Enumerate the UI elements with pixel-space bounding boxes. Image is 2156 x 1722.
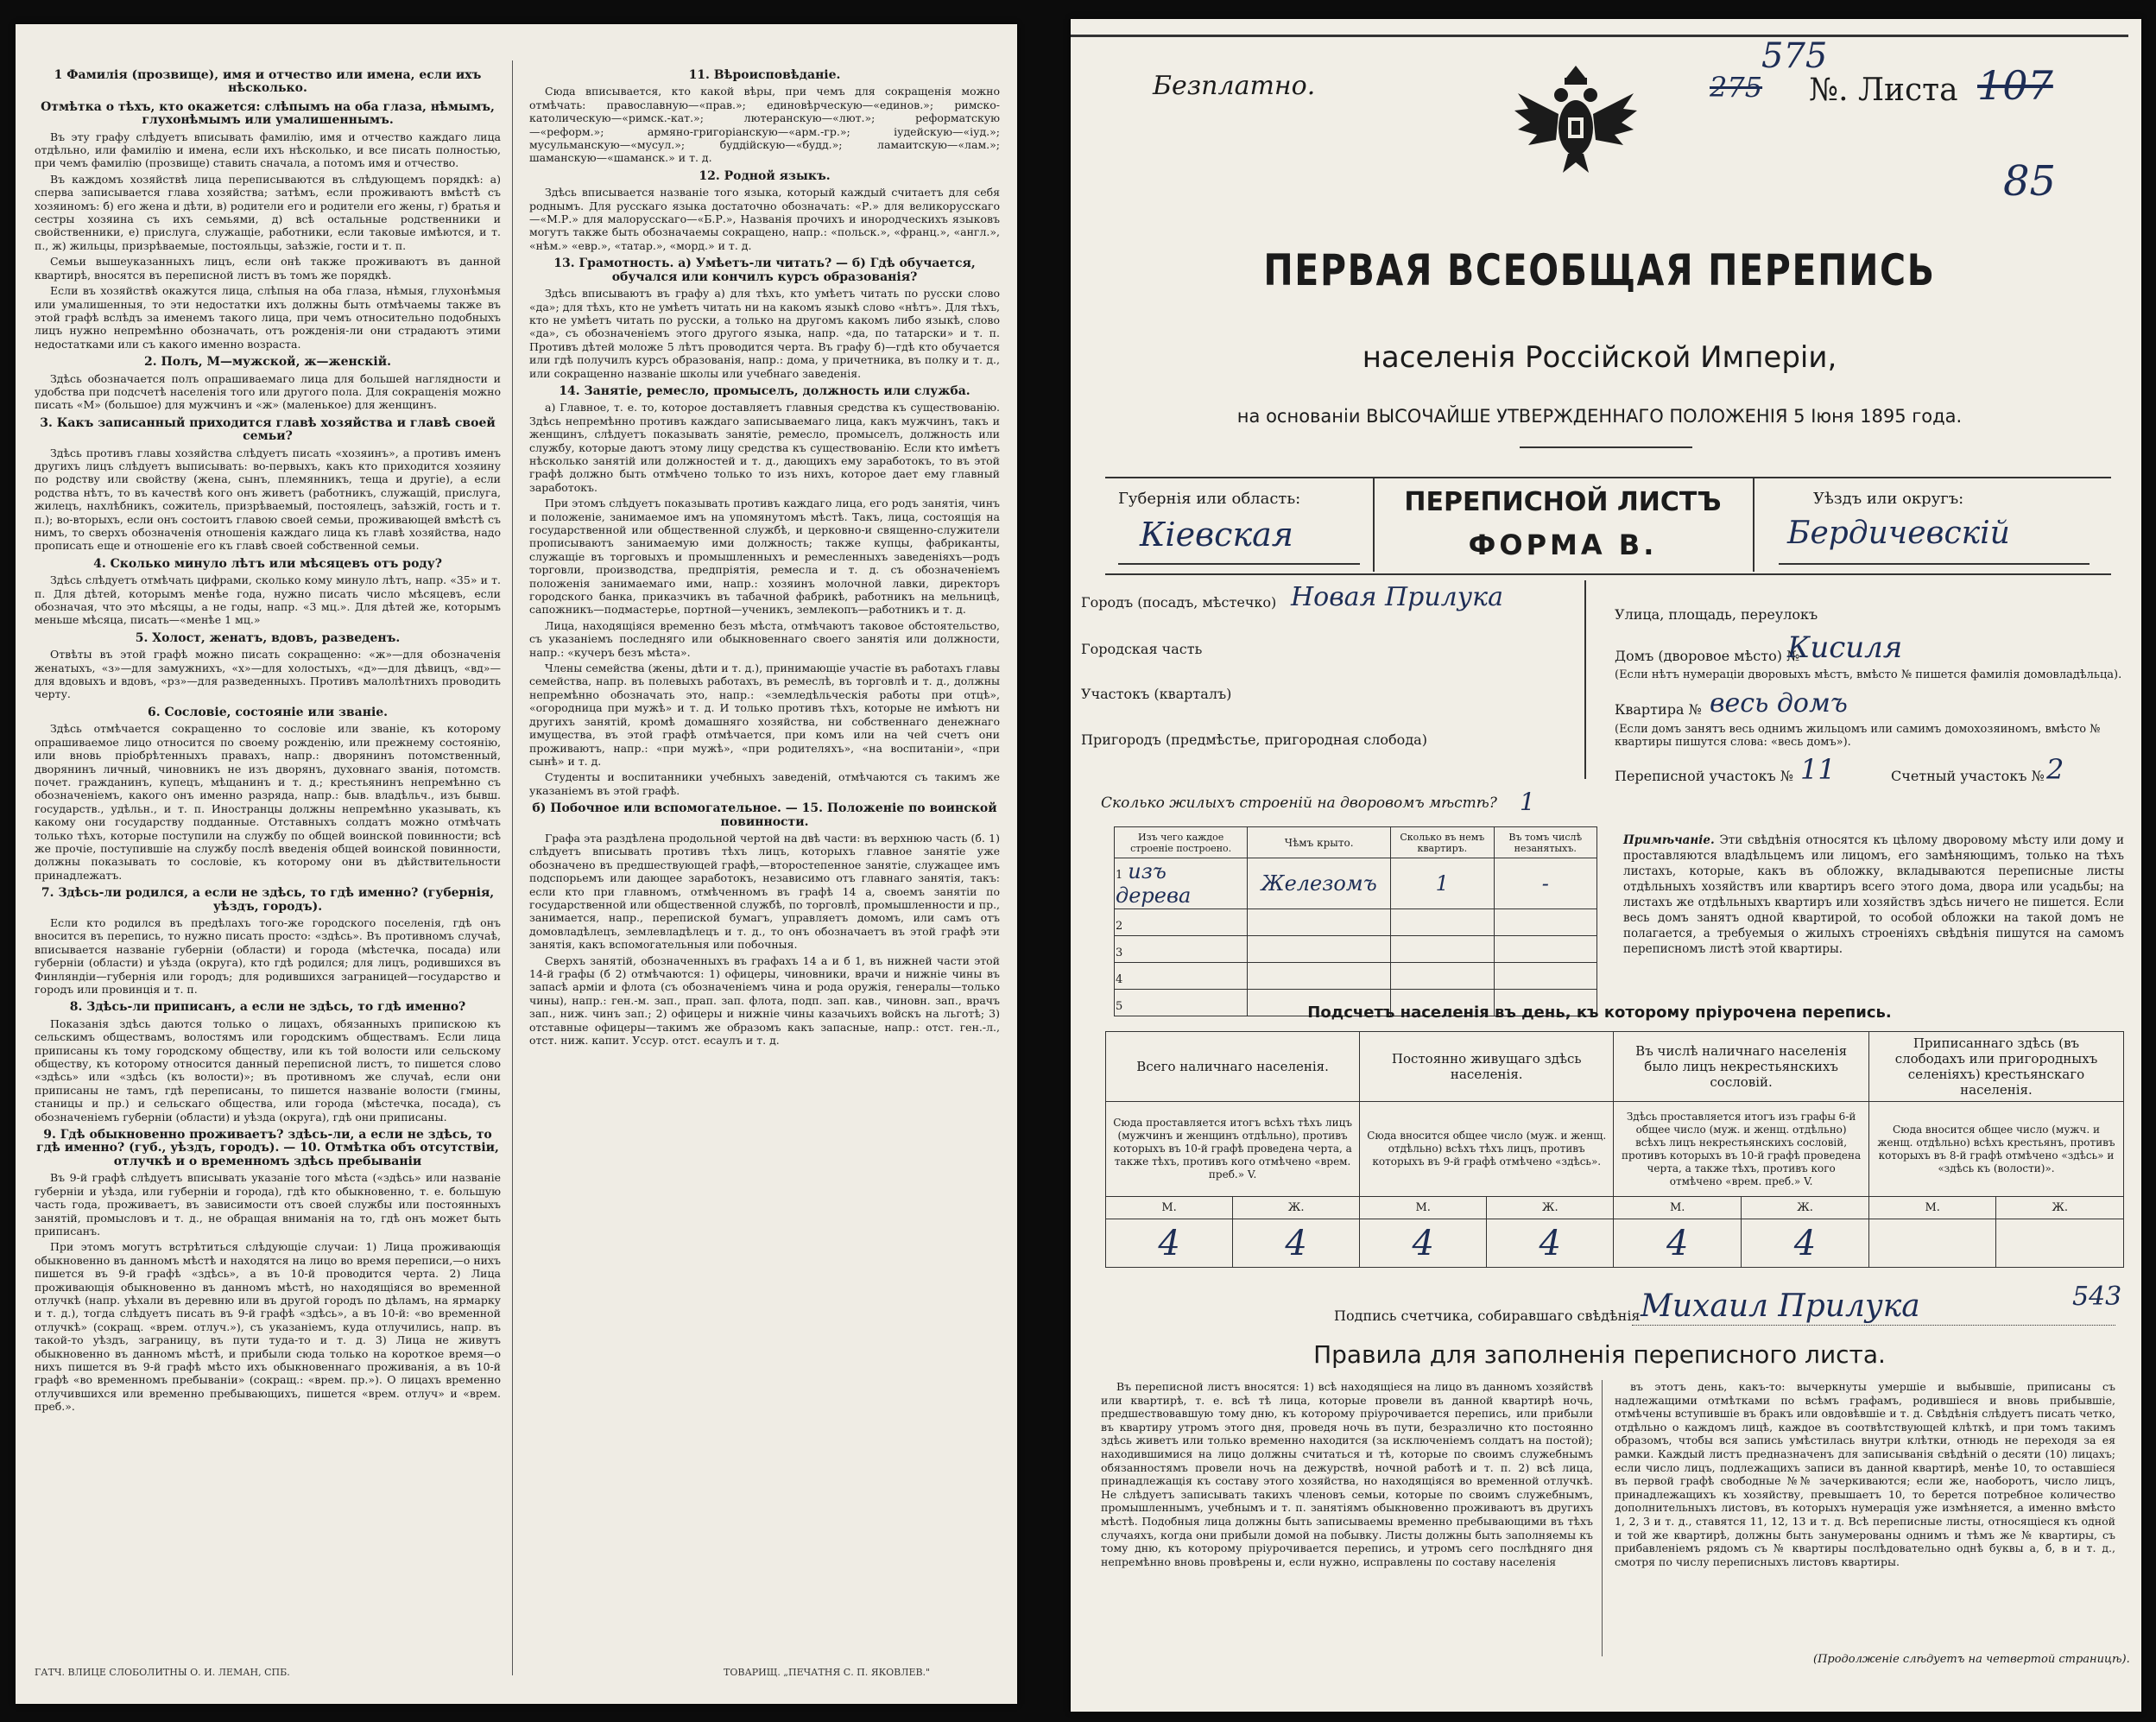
pop-header: Всего наличнаго населенія.	[1106, 1032, 1360, 1102]
handwritten-sheet-number: 107	[1977, 62, 2053, 109]
buildings-question: Сколько жилыхъ строеній на дворовомъ мѣстѣ?	[1101, 795, 1497, 812]
paragraph: При этомъ слѣдуетъ показывать противъ каждаго лица, его родъ занятія, чинъ и положеніе, занимаемое имъ на упомянутомъ мѣстѣ. Такъ, лица, состоящія на государственной или общественной службѣ, и церковно-и священно-служители прописываютъ занимаемую ими должность; также купцы, фабриканты, служащіе въ торговыхъ и промышленныхъ и ремесленныхъ заведеніяхъ—родъ торговли, производства, предпріятія, ремесла и т. д. съ обозначеніемъ положенія занимаемаго ими, напр.: хозяинъ молочной лавки, директоръ городского банка, приказчикъ въ табачной фабрикѣ, работникъ на мельницѣ, сапожникъ—подмастерье, портной—ученикъ, землекопъ—работникъ и т. д.	[529, 497, 1000, 617]
pop-value: 4	[1742, 1219, 1869, 1268]
section-heading: 13. Грамотность. а) Умѣетъ-ли читать? — б) Гдѣ обучается, обучался или кончилъ курсъ образованія?	[553, 256, 976, 284]
female-label: Ж.	[1233, 1197, 1360, 1219]
paragraph: Графа эта раздѣлена продольной чертой на двѣ части: въ верхнюю часть (б. 1) слѣдуетъ вписывать противъ тѣхъ лицъ, которыхъ главное занятіе уже обозначено въ предшествующей графѣ,—второстепенное занятіе, служащее имъ подспорьемъ или дающее заработокъ, независимо отъ главнаго занятія, такъ: если кто при главномъ, отмѣченномъ въ графѣ 14 а, своемъ занятіи по государственной или общественной службѣ, по торговлѣ, промышленности и пр., занимается, напр., перепиской бумагъ, управляетъ домомъ, или самъ отъ домовладѣлецъ, землевладѣлецъ и т. д., то онъ обозначаетъ въ этой графѣ эти занятія, какъ вспомогательныя или побочныя.	[529, 831, 1000, 952]
pop-description: Сюда проставляется итогъ всѣхъ тѣхъ лицъ (мужчинъ и женщинъ отдѣльно), противъ которыхъ въ 10-й графѣ проведена черта, а также тѣхъ, противъ кого отмѣчено «врем. преб.» V.	[1106, 1102, 1360, 1197]
paragraph: При этомъ могутъ встрѣтиться слѣдующіе случаи: 1) Лица проживающія обыкновенно въ данномъ мѣстѣ и находятся на лицо во время переписи,—о нихъ пишется въ 9-й графѣ «здѣсь», а въ 10-й проводится черта. 2) Лица проживающія обыкновенно въ данномъ мѣстѣ, но находящіяся во временной отлучкѣ (напр. уѣхали въ деревню или въ другой городъ по дѣламъ, на ярмарку и т. д.), тогда слѣдуетъ писать въ 9-й графѣ «здѣсь», а въ 10-й: «во временной отлучкѣ» (сокращ. «врем. отлуч.»), съ указаніемъ, куда отлучились, напр. въ такой-то уѣздъ, заграницу, въ пути туда-то и т. д. 3) Лица не живутъ обыкновенно въ данномъ мѣстѣ, и прибыли сюда только на короткое время—о нихъ пишется въ 9-й графѣ мѣсто ихъ обыкновеннаго проживанія, а въ 10-й графѣ «во временномъ пребываніи» (сокращ.: «врем. пр.»). О лицахъ временно отлучившихся или временно пребывающихъ, пишется «врем. отлуч» и «врем. преб.».	[35, 1240, 501, 1414]
form-title-2: ФОРМА В.	[1468, 529, 1658, 561]
paragraph: Показанія здѣсь даются только о лицахъ, обязанныхъ припискою къ сельскимъ обществамъ, волостямъ или городскимъ обществамъ. Если лица приписаны къ тому городскому обществу, или къ той волости или сельскому обществу, къ которому относится данный переписной листъ, то пишется слово «здѣсь» или «здѣсь (къ волости)»; въ противномъ же случаѣ, если они приписаны не тамъ, гдѣ переписаны, то пишется названіе волости (гмины, станицы и пр.) и сельскаго общества, или города (мѣстечка, посада), съ обозначеніемъ губерніи (области) и уѣзда (округа), гдѣ они приписаны.	[35, 1016, 501, 1124]
bldg-header-empty: Въ томъ числѣ незанятыхъ.	[1494, 827, 1596, 858]
buildings-table	[1114, 826, 1597, 1016]
section-heading: 1 Фамилія (прозвище), имя и отчество или имена, если ихъ нѣсколько.	[54, 68, 482, 96]
printer-note-a: ГАТЧ. ВЛИЦЕ СЛОБОЛИТНЫ О. И. ЛЕМАН, СПБ.	[35, 1667, 290, 1678]
right-page	[1071, 19, 2141, 1712]
paragraph: Студенты и воспитанники учебныхъ заведеній, отмѣчаются съ такимъ же указаніемъ въ этой графѣ.	[529, 770, 1000, 797]
census-subtitle: населенія Россійской Имперіи,	[1362, 340, 1837, 375]
section-heading: 14. Занятіе, ремесло, промыселъ, должность или служба.	[559, 383, 971, 398]
female-label: Ж.	[1742, 1197, 1869, 1219]
bldg-row-number: 2	[1116, 920, 1123, 933]
guberniya-underline	[1118, 563, 1360, 565]
form-title-1: ПЕРЕПИСНОЙ ЛИСТЪ	[1404, 487, 1722, 517]
rules-column-a: Въ переписной листъ вносятся: 1) всѣ находящіеся на лицо въ данномъ хозяйствѣ или квартирѣ, т. е. всѣ тѣ лица, которые провели въ данной квартирѣ ночь, предшествовавшую тому дню, къ которому пріурочивается перепись, или прибыли въ квартиру утромъ этого дня, проведя ночь въ пути, безразлично кто постоянно здѣсь живетъ или только временно находится (за исключеніемъ солдатъ на постой); находившимися на лицо должны считаться и тѣ, которые по своимъ служебнымъ обязанностямъ провели ночь на дежурствѣ, ночной работѣ и т. п. 2) всѣ лица, принадлежащія къ составу этого хозяйства, но находящіяся во временной отлучкѣ. Не слѣдуетъ записывать такихъ членовъ семьи, которые по своимъ служебнымъ, промышленнымъ, учебнымъ и т. п. занятіямъ обыкновенно проживаютъ въ другихъ мѣстѣ. Подобныя лица должны быть записываемы временно пребывающими въ тѣхъ случаяхъ, когда они прибыли домой на побывку. Листы должны быть заполняемы къ тому дню, къ которому пріурочивается перепись, и утромъ сего послѣдняго дня непремѣнно вновь провѣрены и, если нужно, исправлены по составу населенія	[1101, 1380, 1593, 1568]
house-note: (Если нѣтъ нумераціи дворовыхъ мѣстъ, вмѣсто № пишется фамилія домовладѣльца).	[1615, 668, 2122, 681]
note-title: Примѣчаніе.	[1623, 833, 1715, 847]
paragraph: Здѣсь противъ главы хозяйства слѣдуетъ писать «хозяинъ», а противъ именъ другихъ лицъ слѣдуетъ выписывать: во-первыхъ, какъ кто приходится хозяину по родству или свойству (жена, сынъ, племянникъ, теща и другіе), а если родства нѣтъ, то въ качествѣ кого онъ живетъ (работникъ, служащій, прислуга, жилецъ, нахлѣбникъ, сожитель, призрѣваемый, постоялецъ, заѣзжій, гость и т. п.); во-вторыхъ, если онъ состоитъ главою своей семьи, проживающей вмѣстѣ съ нимъ, то сверхъ обозначенія отношенія каждаго лица къ главѣ хозяйства, надо прописать еще и отношеніе его къ главѣ своей собственной семьи.	[35, 446, 501, 553]
bldg-row	[1115, 936, 1597, 963]
bldg-row	[1115, 858, 1597, 909]
buildings-note	[1623, 833, 2124, 957]
section-heading: 12. Родной языкъ.	[699, 168, 831, 183]
apt-label: Квартира №	[1615, 701, 1702, 718]
paragraph: Въ 9-й графѣ слѣдуетъ вписывать указаніе того мѣста («здѣсь» или названіе губерніи и уѣзда, или губерніи и города), гдѣ кто обыкновенно, т. е. большую часть года, проживаетъ, въ зависимости отъ своей службы или постоянныхъ занятій, промысловъ и т. д., не обращая вниманія на то, гдѣ онъ может быть приписанъ.	[35, 1171, 501, 1238]
note-text: Эти свѣдѣнія относятся къ цѣлому дворовому мѣсту или дому и проставляются владѣльцемъ или лицомъ, его замѣняющимъ, только на тѣхъ листахъ, которые, какъ въ обложку, вкладываются переписные листы отдѣльныхъ хозяйствъ или квартиръ всего этого дома, двора или усадьбы; на листахъ же отдѣльныхъ квартиръ или хозяйствъ здѣсь ничего не пишется. Если весь домъ занятъ одной квартирой, то особой обложки на такой домъ не полагается, а требуемыя о жилыхъ строеніяхъ свѣдѣнія пишутся на самомъ переписномъ листѣ этой квартиры.	[1623, 833, 2124, 956]
count-district-value: 2	[2046, 753, 2064, 786]
bldg-empty	[1494, 936, 1596, 963]
bldg-apts	[1391, 909, 1494, 936]
pop-header: Приписаннаго здѣсь (въ слободахъ или пригородныхъ селеніяхъ) крестьянскаго населенія.	[1868, 1032, 2123, 1102]
bldg-empty	[1494, 909, 1596, 936]
left-column-b	[529, 64, 1000, 1670]
pop-value: 4	[1360, 1219, 1487, 1268]
bldg-roof	[1248, 963, 1391, 990]
imperial-eagle-icon	[1511, 60, 1641, 181]
census-district-value: 11	[1800, 753, 1836, 786]
rules-divider	[1602, 1380, 1603, 1656]
paragraph: Сюда вписывается, кто какой вѣры, при чемъ для сокращенія можно отмѣчать: православную—«прав.»; единовѣрческую—«единов.»; римско-католическую—«римск.-кат.»; лютеранскую—«лют.»; реформатскую—«реформ.»; армяно-григоріанскую—«арм.-гр.»; іудейскую—«іуд.»; мусульманскую—«мусул.»; буддійскую—«будд.»; ламаитскую—«лам.»; шаманскую—«шаманск.» и т. д.	[529, 85, 1000, 165]
bldg-row	[1115, 909, 1597, 936]
male-label: М.	[1360, 1197, 1487, 1219]
bldg-roof	[1248, 858, 1391, 909]
bldg-cell-value: изъ дерева	[1116, 859, 1192, 908]
house-label: Домъ (дворовое мѣсто) №	[1615, 648, 1800, 664]
bldg-cell-value: 1	[1435, 871, 1449, 896]
uchastok-label: Участокъ (кварталъ)	[1081, 686, 1232, 702]
pop-value: 4	[1614, 1219, 1742, 1268]
bldg-row-number: 4	[1116, 973, 1123, 986]
bldg-empty	[1494, 858, 1596, 909]
paragraph: Здѣсь отмѣчается сокращенно то сословіе или званіе, къ которому опрашиваемое лицо относится по своему рожденію, или прежнему состоянію, или вновь пріобрѣтенныхъ правахъ, напр.: дворянинъ потомственный, дворянинъ личный, чиновникъ не изъ дворянъ, духовнаго званія, потомств. почет. гражданинъ, купецъ, мѣщанинъ и т. д.; крестьянинъ непремѣнно съ обозначеніемъ, какого онъ именно разряда, напр.: быв. владѣльч., изъ бывш. государств., удѣльн., и т. п. Иностранцы должны непремѣнно указывать, къ какому они государству подданные. Отставныхъ солдатъ можно отмѣчать только тѣхъ, которые поступили на службу по общей воинской повинности; всѣ же прочіе, поступившіе на службу послѣ введенія общей воинской повинности, должны показывать то сословіе, къ которому они въ дѣйствительности принадлежатъ.	[35, 722, 501, 882]
uezd-value: Бердичевскій	[1787, 516, 2010, 551]
pop-header: Постоянно живущаго здѣсь населенія.	[1360, 1032, 1614, 1102]
paragraph: Въ каждомъ хозяйствѣ лица переписываются въ слѣдующемъ порядкѣ: а) сперва записывается глава хозяйства; затѣмъ, если проживаютъ вмѣстѣ съ хозяиномъ: б) его жена и дѣти, в) родители его и родители его жены, г) братья и сестры хозяина съ ихъ семьями, д) всѣ остальные родственники и свойственники, е) прислуга, служащіе, работники, если таковые имѣются, и т. п., ж) жильцы, призрѣваемые, постояльцы, заѣзжіе, гости и т. п.	[35, 172, 501, 252]
bldg-empty	[1494, 963, 1596, 990]
bldg-header-roof: Чѣмъ крыто.	[1248, 827, 1391, 858]
buildings-answer: 1	[1520, 788, 1535, 816]
male-label: М.	[1868, 1197, 1995, 1219]
header-divider-right	[1753, 477, 1755, 572]
bldg-roof	[1248, 909, 1391, 936]
paragraph: Если въ хозяйствѣ окажутся лица, слѣпыя на оба глаза, нѣмыя, глухонѣмыя или умалишенныя, то эти недостатки ихъ должны быть отмѣчаемы также въ этой графѣ вслѣдъ за именемъ такого лица, при чемъ относительно подобныхъ лицъ нужно непремѣнно обозначать, отъ рожденія-ли они страдаютъ этими недостатками или съ какого именно возраста.	[35, 284, 501, 351]
section-heading: 3. Какъ записанный приходится главѣ хозяйства и главѣ своей семьи?	[40, 415, 496, 444]
bldg-apts	[1391, 936, 1494, 963]
female-label: Ж.	[1996, 1197, 2124, 1219]
printer-note-b: ТОВАРИЩ. „ПЕЧАТНЯ С. П. ЯКОВЛЕВ."	[724, 1667, 931, 1678]
uezd-label: Уѣздъ или округъ:	[1813, 490, 1964, 508]
signature-value: Михаил Прилука	[1641, 1288, 1920, 1324]
section-heading: б) Побочное или вспомогательное. — 15. Положеніе по воинской повинности.	[532, 801, 997, 829]
bldg-apts	[1391, 858, 1494, 909]
bldg-material	[1115, 936, 1248, 963]
pop-description: Сюда вносится общее число (мужч. и женщ. отдѣльно) всѣхъ крестьянъ, противъ которыхъ въ 8-й графѣ отмѣчено «здѣсь» и «здѣсь къ (волости)».	[1868, 1102, 2123, 1197]
section-heading: Отмѣтка о тѣхъ, кто окажется: слѣпымъ на оба глаза, нѣмымъ, глухонѣмымъ или умалишеннымъ.	[41, 99, 495, 128]
bldg-header-material: Изъ чего каждое строеніе построено.	[1115, 827, 1248, 858]
guberniya-value: Кіевская	[1140, 516, 1293, 554]
bldg-apts	[1391, 963, 1494, 990]
bldg-row-number: 5	[1116, 1000, 1123, 1013]
bldg-header-apts: Сколько въ немъ квартиръ.	[1391, 827, 1494, 858]
house-value: Кисиля	[1787, 630, 1903, 665]
population-title: Подсчетъ населенія въ день, къ которому пріурочена перепись.	[1307, 1003, 1892, 1022]
apt-value: весь домъ	[1710, 688, 1848, 719]
pop-value	[1868, 1219, 1995, 1268]
paragraph: Лица, находящіяся временно безъ мѣста, отмѣчаютъ таковое обстоятельство, съ указаніемъ последняго или обыкновеннаго своего занятія или должности, напр.: «кучеръ безъ мѣста».	[529, 618, 1000, 659]
pop-header: Въ числѣ наличнаго населенія было лицъ некрестьянскихъ сословій.	[1614, 1032, 1869, 1102]
census-title: ПЕРВАЯ ВСЕОБЩАЯ ПЕРЕПИСЬ	[1263, 245, 1936, 295]
rules-continuation: (Продолженіе слѣдуетъ на четвертой страницѣ).	[1813, 1653, 2130, 1666]
section-heading: 5. Холост, женатъ, вдовъ, разведенъ.	[135, 630, 401, 645]
paragraph: а) Главное, т. е. то, которое доставляетъ главныя средства къ существованію. Здѣсь непремѣнно противъ каждаго записываемаго лица, какъ мужчинъ, такъ и женщинъ, слѣдуетъ показывать занятіе, ремесло, промыселъ, должность или службу, которые даютъ этому лицу средства къ существованію. Если кто имѣетъ нѣсколько занятій или должностей и т. д., дающихъ ему заработокъ, то въ этой графѣ должно быть отмѣчено только то изъ нихъ, которое дает ему главный заработокъ.	[529, 401, 1000, 494]
handwritten-crossed-number: 275	[1710, 71, 1763, 104]
paragraph: Въ эту графу слѣдуетъ вписывать фамилію, имя и отчество каждаго лица отдѣльно, или фамилію и имена, если ихъ нѣсколько, и все писать полностью, при чемъ фамилію (прозвище) ставить сначала, а потомъ имя и отчество.	[35, 130, 501, 170]
signature-line	[1632, 1325, 2115, 1326]
left-column-a	[35, 64, 501, 1670]
bldg-row-number: 1	[1116, 869, 1123, 882]
prigorod-label: Пригородъ (предмѣстье, пригородная слобода)	[1081, 731, 1427, 748]
header-divider-left	[1373, 477, 1375, 572]
column-divider	[512, 60, 513, 1675]
paragraph: Здѣсь вписывается названіе того языка, который каждый считаетъ для себя роднымъ. Для русскаго языка достаточно обозначать: «Р.» для великорусскаго—«М.Р.» для малорусскаго—«Б.Р.», Названія прочихъ и инородческихъ языковъ могутъ также быть обозначаемы сокращено, напр.: «польск.», «франц.», «англ.», «нѣм.» «евр.», «татар.», «морд.» и т. д.	[529, 186, 1000, 252]
guberniya-label: Губернія или область:	[1118, 490, 1301, 508]
bldg-material	[1115, 858, 1248, 909]
rules-title: Правила для заполненія переписного листа.	[1313, 1340, 1886, 1369]
section-heading: 9. Гдѣ обыкновенно проживаетъ? здѣсь-ли, а если не здѣсь, то гдѣ именно? (губ., уѣздъ, городъ). — 10. Отмѣтка объ отсутствіи, отлучкѣ и о временномъ здѣсь пребываніи	[36, 1128, 499, 1168]
bldg-material	[1115, 909, 1248, 936]
paragraph: Здѣсь слѣдуетъ отмѣчать цифрами, сколько кому минуло лѣтъ, напр. «35» и т. п. Для дѣтей, которымъ менѣе года, нужно писать число мѣсяцевъ, если обозначая, что это мѣсяцы, а не годы, напр. «3 мц.». Для дѣтей же, которымъ меньше мѣсяца, писать—«менѣе 1 мц.»	[35, 573, 501, 627]
female-label: Ж.	[1487, 1197, 1614, 1219]
handwritten-top-number: 575	[1761, 36, 1828, 76]
male-label: М.	[1106, 1197, 1233, 1219]
section-heading: 4. Сколько минуло лѣтъ или мѣсяцевъ отъ роду?	[93, 556, 442, 571]
title-rule	[1520, 446, 1692, 448]
section-heading: 2. Полъ, М—мужской, ж—женскій.	[144, 355, 391, 370]
paragraph: Сверхъ занятій, обозначенныхъ въ графахъ 14 а и б 1, въ нижней части этой 14-й графы (б 2) отмѣчаются: 1) офицеры, чиновники, врачи и нижніе чины въ запасѣ арміи и флота (съ обозначеніемъ чина и рода оружія, генералы—только чины), напр.: ген.-м. зап., прап. зап. флота, подп. зап. кав., чиновн. зап., врачъ зап., ниж. чинъ зап.; 2) офицеры и нижніе чины казачьихъ войскъ на льготѣ; 3) отставные офицеры—такимъ же образомъ какъ запасные, напр.: отст. ген.-л., отст. ниж. капит. Уссур. отст. есаулъ и т. д.	[529, 953, 1000, 1048]
paragraph: Здѣсь вписываютъ въ графу а) для тѣхъ, кто умѣетъ читать по русски слово «да»; для тѣхъ, кто не умѣетъ читать ни на какомъ языкѣ слово «нѣтъ». Для тѣхъ, кто не умѣетъ читать по русски, а только на другомъ какомъ либо языкѣ, слово «да», съ обозначеніемъ этого другого языка, напр. «да, по татарски» и т. п. Противъ дѣтей моложе 5 лѣтъ проводится черта. Въ графу б)—гдѣ кто обучается или гдѣ получилъ курсъ образованія, напр.: дома, у причетника, въ полку и т. д., или сокращенно названіе школы или учебнаго заведенія.	[529, 287, 1000, 380]
uezd-underline	[1779, 563, 2090, 565]
signature-label: Подпись счетчика, собиравшаго свѣдѣнія	[1334, 1307, 1641, 1324]
pop-value: 4	[1487, 1219, 1614, 1268]
apt-note: (Если домъ занятъ весь однимъ жильцомъ или самимъ домохозяиномъ, вмѣсто № квартиры пишутся слова: «весь домъ»).	[1615, 723, 2101, 749]
free-label: Безплатно.	[1153, 71, 1316, 101]
city-value: Новая Прилука	[1291, 582, 1503, 612]
pop-description: Сюда вносится общее число (муж. и женщ. отдѣльно) всѣхъ тѣхъ лицъ, противъ которыхъ въ 9-й графѣ отмѣчено «здѣсь».	[1360, 1102, 1614, 1197]
bldg-material	[1115, 963, 1248, 990]
bldg-cell-value: -	[1541, 871, 1549, 896]
population-table	[1105, 1031, 2124, 1268]
paragraph: Семьи вышеуказанныхъ лицъ, если онѣ также проживаютъ въ данной квартирѣ, вносятся въ переписной листъ въ томъ же порядкѣ.	[35, 255, 501, 282]
pop-description: Здѣсь проставляется итогъ изъ графы 6-й общее число (муж. и женщ. отдѣльно) всѣхъ лицъ некрестьянскихъ сословій, противъ которыхъ въ 10-й графѣ проведена черта, а также тѣхъ, противъ кого отмѣчено «врем. преб.» V.	[1614, 1102, 1869, 1197]
signature-number: 543	[2072, 1282, 2122, 1312]
city-label: Городъ (посадъ, мѣстечко)	[1081, 594, 1277, 611]
section-heading: 8. Здѣсь-ли приписанъ, а если не здѣсь, то гдѣ именно?	[69, 1000, 466, 1015]
paragraph: Члены семейства (жены, дѣти и т. д.), принимающіе участіе въ работахъ главы семейства, напр. въ полевыхъ работахъ, въ ремеслѣ, въ торговлѣ и т. д., должны непремѣнно обозначать это, напр.: «земледѣльческія работы при отцѣ», «огородница при мужѣ» и т. д. И только противъ тѣхъ, которые не имѣютъ ни другихъ занятій, кромѣ домашняго хозяйства, ни собственнаго денежнаго имущества, въ этой графѣ отмѣчается, при комъ или на чей счетъ они проживаютъ, напр.: «при мужѣ», «при родителяхъ», «на воспитаніи», «при сынѣ» и т. д.	[529, 662, 1000, 768]
census-district-label: Переписной участокъ №	[1615, 768, 1793, 784]
pop-value: 4	[1233, 1219, 1360, 1268]
rules-column-b: въ этотъ день, какъ-то: вычеркнуты умершіе и выбывшіе, приписаны съ надлежащими отмѣтками по всѣмъ графамъ, родившіеся и вновь прибывшіе, отмѣчены вступившіе въ бракъ или овдовѣвшіе и т. д. Свѣдѣнія слѣдуетъ писать четко, отдѣльно о каждомъ лицѣ, каждое въ соотвѣтствующей клѣткѣ, и при томъ такимъ образомъ, чтобы вся запись умѣстилась внутри клѣтки, отнюдь не переходя за ея рамки. Каждый листъ предназначенъ для записыванія свѣдѣній о десяти (10) лицахъ; если число лицъ, подлежащихъ записи въ данной квартирѣ, менѣе 10, то оставшіеся въ первой графѣ свободные №№ зачеркиваются; если же, наоборотъ, число лицъ, принадлежащихъ къ хозяйству, превышаетъ 10, то берется потребное количество дополнительныхъ листовъ, въ которыхъ нумерація уже измѣняется, а именно вмѣсто 1, 2, 3 и т. д., ставятся 11, 12, 13 и т. д. Всѣ переписные листы, относящіеся къ одной и той же квартирѣ, должны быть занумерованы однимъ и тѣмъ же № квартиры, съ прибавленіемъ рядомъ съ № квартиры послѣдовательно однѣ буквы а, б, в и т. д., смотря по числу переписныхъ листовъ квартиры.	[1615, 1380, 2115, 1568]
bldg-cell-value: Железомъ	[1261, 871, 1377, 896]
section-heading: 6. Сословіе, состояніе или званіе.	[147, 705, 389, 719]
pop-value: 4	[1106, 1219, 1233, 1268]
section-heading: 11. Вѣроисповѣданіе.	[688, 68, 841, 82]
bldg-row-number: 3	[1116, 946, 1123, 959]
handwritten-margin-number: 85	[2003, 157, 2057, 206]
left-page	[16, 24, 1017, 1704]
sheet-number-label: №. Листа	[1809, 73, 1958, 108]
paragraph: Если кто родился въ предѣлахъ того-же городского поселенія, гдѣ онъ вносится въ перепись, то нужно писать просто: «здѣсь». Въ противномъ случаѣ, вписывается названіе губерніи (области) и города (мѣстечка, посада) или губерніи (области) и уѣзда (округа), кто гдѣ родился; для лицъ, родившихся въ Финляндіи—губернія или городъ; для родившихся заграницей—государство и городъ или провинція и т. п.	[35, 915, 501, 996]
paragraph: Отвѣты въ этой графѣ можно писать сокращенно: «ж»—для обозначенія женатыхъ, «з»—для замужнихъ, «х»—для холостыхъ, «д»—для дѣвицъ, «вд»—для вдовыхъ и вдовъ, «рз»—для разведенныхъ. Противъ малолѣтнихъ проводить черту.	[35, 648, 501, 701]
city-part-label: Городская часть	[1081, 641, 1203, 657]
count-district-label: Счетный участокъ №	[1891, 768, 2045, 784]
male-label: М.	[1614, 1197, 1742, 1219]
paragraph: Здѣсь обозначается полъ опрашиваемаго лица для большей наглядности и удобства при подсчетѣ населенія того или другого пола. Для сокращенія можно писать «М» (большое) для мужчинъ и «ж» (маленькое) для женщинъ.	[35, 371, 501, 412]
top-rule	[1071, 35, 2128, 37]
bldg-roof	[1248, 936, 1391, 963]
section-heading: 7. Здѣсь-ли родился, а если не здѣсь, то гдѣ именно? (губернія, уѣздъ, городъ).	[41, 886, 495, 914]
bldg-row	[1115, 963, 1597, 990]
street-label: Улица, площадь, переулокъ	[1615, 606, 1818, 623]
census-basis: на основаніи ВЫСОЧАЙШЕ УТВЕРЖДЕННАГО ПОЛОЖЕНІЯ 5 Іюня 1895 года.	[1236, 406, 1963, 427]
pop-value	[1996, 1219, 2124, 1268]
